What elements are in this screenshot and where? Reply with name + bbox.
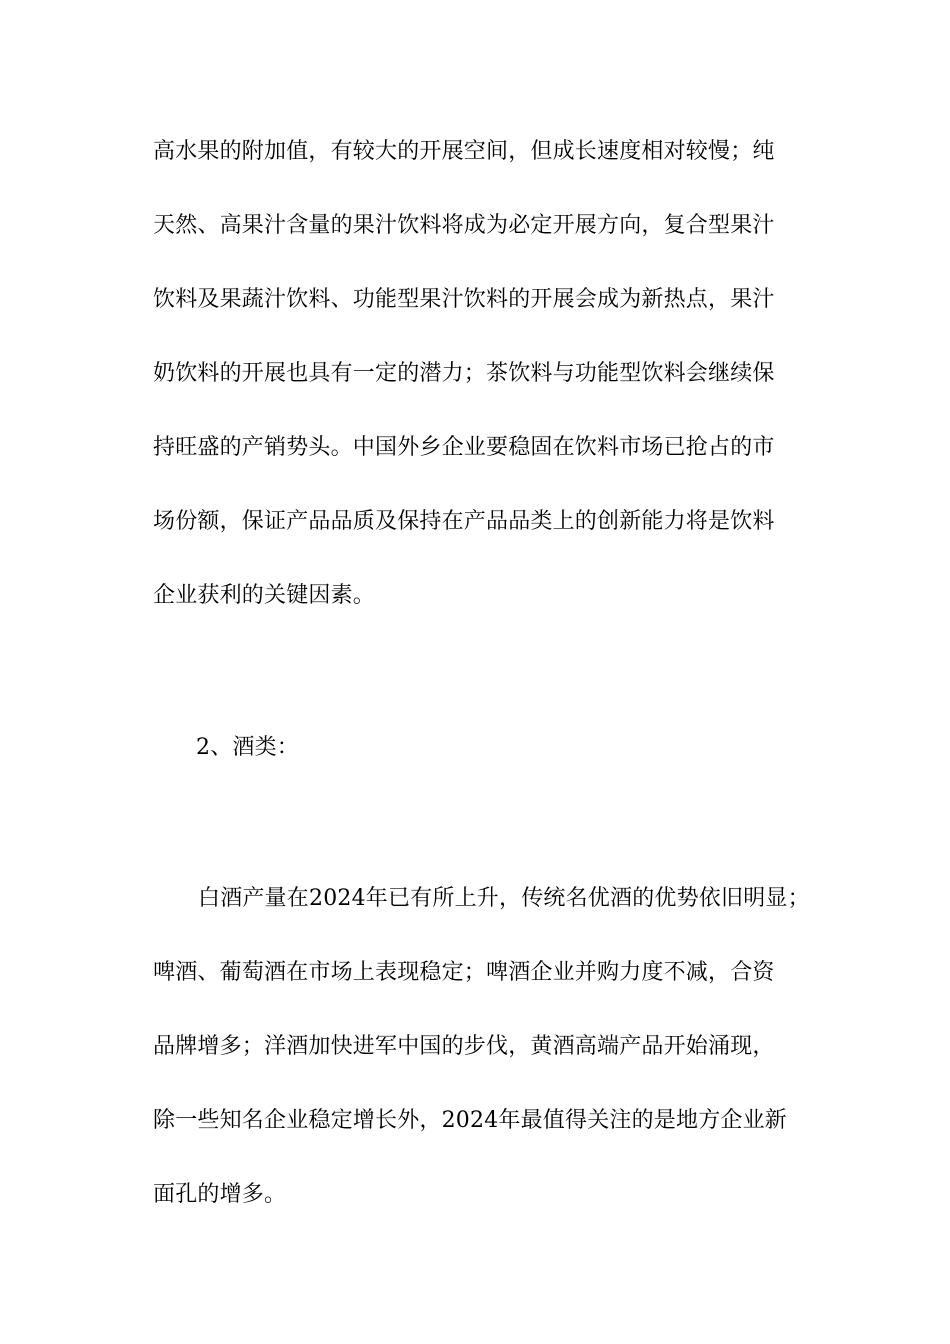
- paragraph-1-line-5: 持旺盛的产销势头。中国外乡企业要稳固在饮料市场已抢占的市: [153, 435, 775, 460]
- paragraph-1-line-2: 天然、高果汁含量的果汁饮料将成为必定开展方向，复合型果汁: [153, 213, 775, 238]
- paragraph-2-line-5: 面孔的增多。: [153, 1182, 287, 1207]
- paragraph-2-line-1: 白酒产量在2024年已有所上升，传统名优酒的优势依旧明显；: [198, 886, 810, 911]
- paragraph-2-line-2: 啤酒、葡萄酒在市场上表现稳定；啤酒企业并购力度不减，合资: [153, 960, 775, 985]
- paragraph-2-line-3: 品牌增多；洋酒加快进军中国的步伐，黄酒高端产品开始涌现，: [153, 1034, 775, 1059]
- paragraph-1-line-3: 饮料及果蔬汁饮料、功能型果汁饮料的开展会成为新热点，果汁: [153, 287, 775, 312]
- paragraph-2-line-4: 除一些知名企业稳定增长外，2024年最值得关注的是地方企业新: [153, 1108, 787, 1133]
- paragraph-1-line-7: 企业获利的关键因素。: [153, 583, 376, 608]
- section-heading: 2、酒类：: [196, 735, 299, 760]
- paragraph-1-line-1: 高水果的附加值，有较大的开展空间，但成长速度相对较慢；纯: [153, 139, 775, 164]
- paragraph-1-line-4: 奶饮料的开展也具有一定的潜力；茶饮料与功能型饮料会继续保: [153, 361, 775, 386]
- paragraph-1-line-6: 场份额，保证产品品质及保持在产品品类上的创新能力将是饮料: [153, 509, 775, 534]
